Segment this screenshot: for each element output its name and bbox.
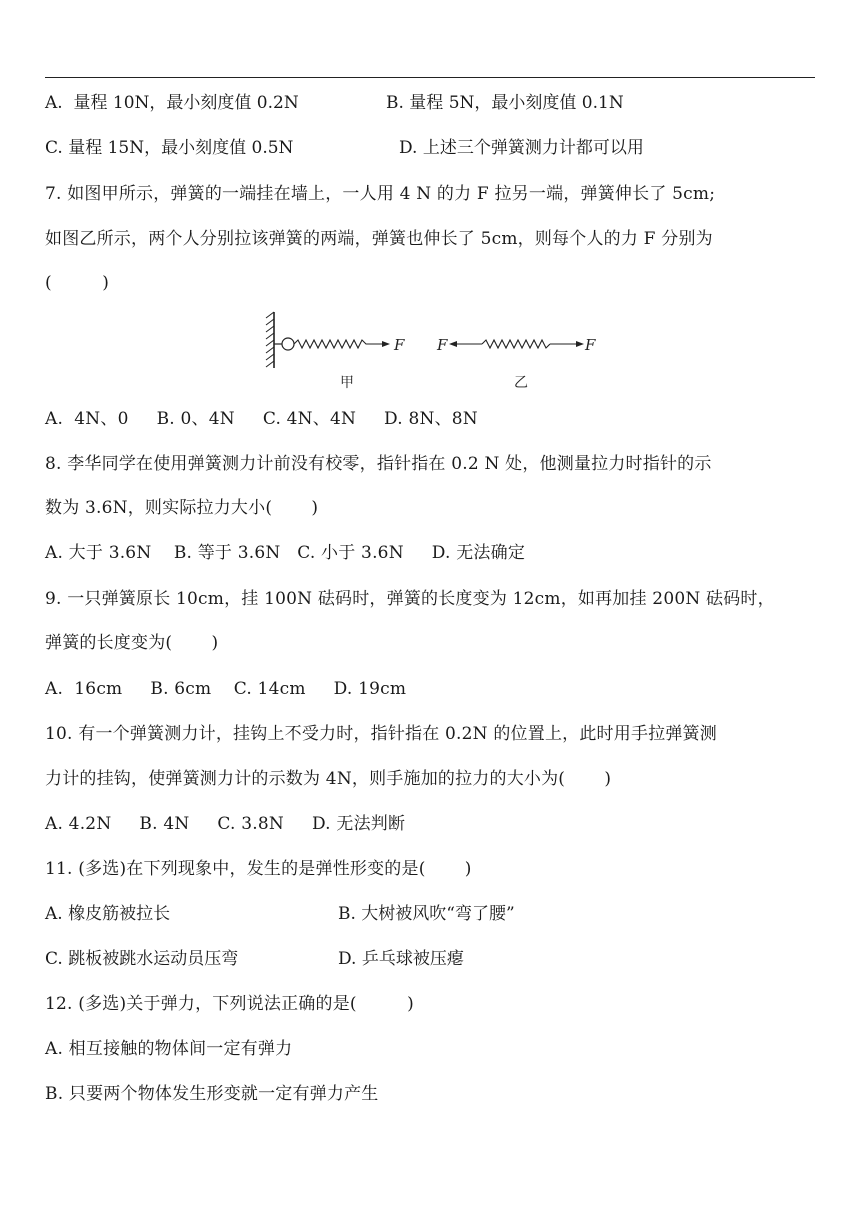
q11-option-c: C. 跳板被跳水运动员压弯 [45,949,239,969]
q8-options: A. 大于 3.6N B. 等于 3.6N C. 小于 3.6N D. 无法确定 [45,543,526,563]
header-rule [45,77,815,78]
figure-yi [436,336,596,391]
q7-options: A. 4N、0 B. 0、4N C. 4N、4N D. 8N、8N [45,409,478,429]
q6-option-d: D. 上述三个弹簧测力计都可以用 [399,138,644,158]
spring-yi [482,340,550,348]
force-label-yi-left: F [437,336,448,354]
q7-stem-line-3: ( ) [45,273,110,293]
q7-stem-line-1: 7. 如图甲所示，弹簧的一端挂在墙上，一人用 4 N 的力 F 拉另一端，弹簧伸长了 5cm; [45,184,716,204]
q10-options: A. 4.2N B. 4N C. 3.8N D. 无法判断 [45,814,406,834]
arrow-left-icon [449,341,457,347]
arrow-right-icon [576,341,584,347]
q7-stem-line-2: 如图乙所示，两个人分别拉该弹簧的两端，弹簧也伸长了 5cm，则每个人的力 F 分别为 [45,229,713,249]
label-yi: 乙 [514,375,528,391]
q11-option-b: B. 大树被风吹“弯了腰” [338,904,515,924]
q11-option-d: D. 乒乓球被压瘪 [338,949,464,969]
q8-stem-line-2: 数为 3.6N，则实际拉力大小( ) [45,498,319,518]
wall-hatching [266,312,274,367]
spring-diagram [262,306,602,396]
q12-option-b: B. 只要两个物体发生形变就一定有弹力产生 [45,1084,379,1104]
q11-option-a: A. 橡皮筋被拉长 [45,904,171,924]
label-jia: 甲 [340,375,354,391]
spring-jia [294,340,384,348]
ring-icon [282,338,294,350]
q9-stem-line-1: 9. 一只弹簧原长 10cm，挂 100N 砝码时，弹簧的长度变为 12cm，如再加挂 200N 砝码时， [45,589,775,609]
figure-jia [266,312,405,391]
force-label-yi-right: F [585,336,596,354]
spring-figure [262,306,602,396]
q6-option-b: B. 量程 5N，最小刻度值 0.1N [386,93,624,113]
q8-stem-line-1: 8. 李华同学在使用弹簧测力计前没有校零，指针指在 0.2 N 处，他测量拉力时指针的示 [45,454,712,474]
force-label-jia: F [394,336,405,354]
q6-option-c: C. 量程 15N，最小刻度值 0.5N [45,138,294,158]
q9-stem-line-2: 弹簧的长度变为( ) [45,633,219,653]
q12-stem: 12. (多选)关于弹力，下列说法正确的是( ) [45,994,415,1014]
q6-option-a: A. 量程 10N，最小刻度值 0.2N [45,93,299,113]
q9-options: A. 16cm B. 6cm C. 14cm D. 19cm [45,679,407,699]
arrow-right-icon [382,341,390,347]
q11-stem: 11. (多选)在下列现象中，发生的是弹性形变的是( ) [45,859,472,879]
q10-stem-line-1: 10. 有一个弹簧测力计，挂钩上不受力时，指针指在 0.2N 的位置上，此时用手拉弹簧测 [45,724,717,744]
q12-option-a: A. 相互接触的物体间一定有弹力 [45,1039,293,1059]
q10-stem-line-2: 力计的挂钩，使弹簧测力计的示数为 4N，则手施加的拉力的大小为( ) [45,769,612,789]
